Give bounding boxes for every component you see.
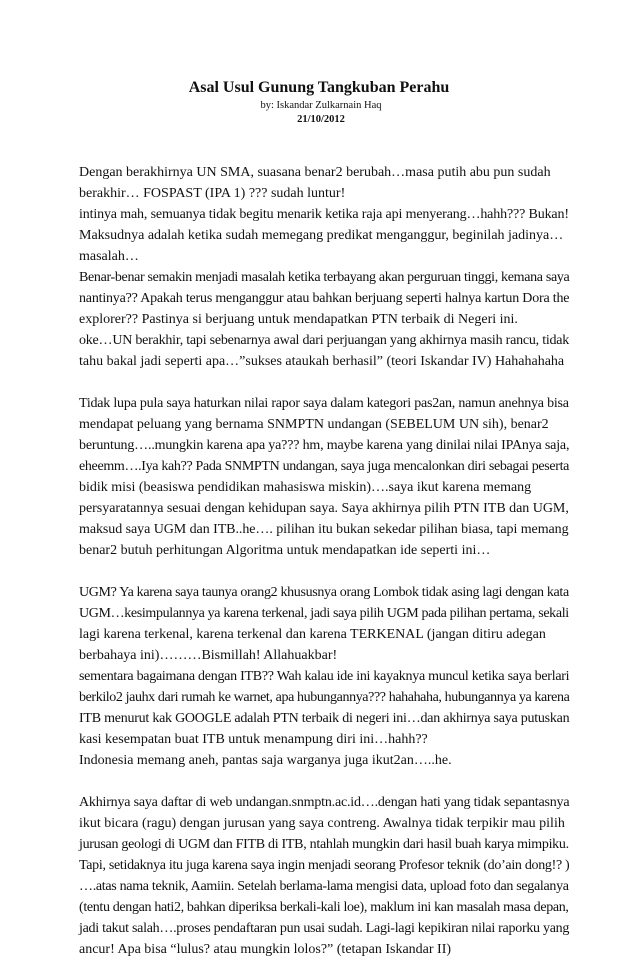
- text-line: maksud saya UGM dan ITB..he…. pilihan itu bukan sekedar pilihan biasa, tapi memang: [79, 522, 569, 537]
- text-line: lagi karena terkenal, karena terkenal dan karena TERKENAL (jangan ditiru adegan: [79, 627, 546, 642]
- text-line: Indonesia memang aneh, pantas saja warganya juga ikut2an…..he.: [79, 753, 452, 768]
- text-line: nantinya?? Apakah terus menganggur atau bahkan berjuang seperti halnya kartun Dora the: [79, 291, 570, 306]
- text-line: jadi takut salah….proses pendaftaran pun usai sudah. Lagi-lagi kepikiran nilai raporku yang: [79, 921, 570, 936]
- text-line: Tidak lupa pula saya haturkan nilai rapor saya dalam kategori pas2an, namun anehnya bisa: [79, 396, 569, 411]
- text-line: oke…UN berakhir, tapi sebenarnya awal dari perjuangan yang akhirnya masih rancu, tidak: [79, 333, 570, 348]
- text-line: Akhirnya saya daftar di web undangan.snmptn.ac.id….dengan hati yang tidak sepantasnya: [79, 795, 570, 810]
- text-line: mendapat peluang yang bernama SNMPTN undangan (SEBELUM UN sih), benar2: [79, 417, 549, 432]
- document-title: Asal Usul Gunung Tangkuban Perahu: [188, 79, 450, 96]
- text-line: Dengan berakhirnya UN SMA, suasana benar2 berubah…masa putih abu pun sudah: [79, 165, 551, 180]
- paragraph-1: [79, 162, 569, 372]
- text-line: Tapi, setidaknya itu juga karena saya ingin menjadi seorang Profesor teknik (do’ain dong!? ): [79, 858, 570, 873]
- paragraph-spacer: [79, 561, 569, 582]
- text-line: ITB menurut kak GOOGLE adalah PTN terbaik di negeri ini…dan akhirnya saya putuskan: [79, 711, 570, 726]
- text-line: sementara bagaimana dengan ITB?? Wah kalau ide ini kayaknya muncul ketika saya berlari: [79, 669, 570, 684]
- text-line: (tentu dengan hati2, bahkan diperiksa berkali-kali loe), maklum ini kan masalah masa depan,: [79, 900, 569, 915]
- text-line: jurusan geologi di UGM dan FITB di ITB, ntahlah mungkin dari hasil buah karya mimpiku.: [79, 837, 569, 852]
- text-line: bidik misi (beasiswa pendidikan mahasiswa miskin)….saya ikut karena memang: [79, 480, 532, 495]
- text-line: benar2 butuh perhitungan Algoritma untuk mendapatkan ide seperti ini…: [79, 543, 491, 558]
- document-body: [79, 162, 569, 960]
- text-line: masalah…: [79, 249, 139, 264]
- text-line: ….atas nama teknik, Aamiin. Setelah berlama-lama mengisi data, upload foto dan segalanya: [79, 879, 569, 894]
- text-line: UGM…kesimpulannya ya karena terkenal, jadi saya pilih UGM pada pilihan pertama, sekali: [79, 606, 569, 621]
- text-line: berakhir… FOSPAST (IPA 1) ??? sudah luntur!: [79, 186, 346, 201]
- text-line: berkilo2 jauhx dari rumah ke warnet, apa hubungannya??? hahahaha, hubungannya ya karena: [79, 690, 570, 705]
- paragraph-spacer: [79, 771, 569, 792]
- text-line: intinya mah, semuanya tidak begitu menarik ketika raja api menyerang…hahh??? Bukan!: [79, 207, 569, 222]
- text-line: UGM? Ya karena saya taunya orang2 khususnya orang Lombok tidak asing lagi dengan kata: [79, 585, 569, 600]
- document-date: 21/10/2012: [297, 114, 345, 125]
- text-line: eheemm….Iya kah?? Pada SNMPTN undangan, saya juga mencalonkan diri sebagai peserta: [79, 459, 570, 474]
- text-line: berbahaya ini)………Bismillah! Allahuakbar!: [79, 648, 338, 663]
- text-line: beruntung…..mungkin karena apa ya??? hm, maybe karena yang dinilai nilai IPAnya saja,: [79, 438, 570, 453]
- text-line: kasi kesempatan buat ITB untuk menampung diri ini…hahh??: [79, 732, 428, 747]
- text-line: ikut bicara (ragu) dengan jurusan yang saya contreng. Awalnya tidak terpikir mau pilih: [79, 816, 565, 831]
- text-line: Maksudnya adalah ketika sudah memegang predikat menganggur, beginilah jadinya…: [79, 228, 564, 243]
- text-line: explorer?? Pastinya si berjuang untuk mendapatkan PTN terbaik di Negeri ini.: [79, 312, 518, 327]
- paragraph-3: [79, 582, 569, 771]
- paragraph-4: [79, 792, 569, 960]
- text-line: persyaratannya sesuai dengan kehidupan saya. Saya akhirnya pilih PTN ITB dan UGM,: [79, 501, 569, 516]
- paragraph-2: [79, 393, 569, 561]
- text-line: Benar-benar semakin menjadi masalah ketika terbayang akan perguruan tinggi, kemana saya: [79, 270, 570, 285]
- paragraph-spacer: [79, 372, 569, 393]
- author-byline: by: Iskandar Zulkarnain Haq: [260, 100, 382, 111]
- text-line: ancur! Apa bisa “lulus? atau mungkin lolos?” (tetapan Iskandar II): [79, 942, 452, 957]
- text-line: tahu bakal jadi seperti apa…”sukses ataukah berhasil” (teori Iskandar IV) Hahahahaha: [79, 354, 565, 369]
